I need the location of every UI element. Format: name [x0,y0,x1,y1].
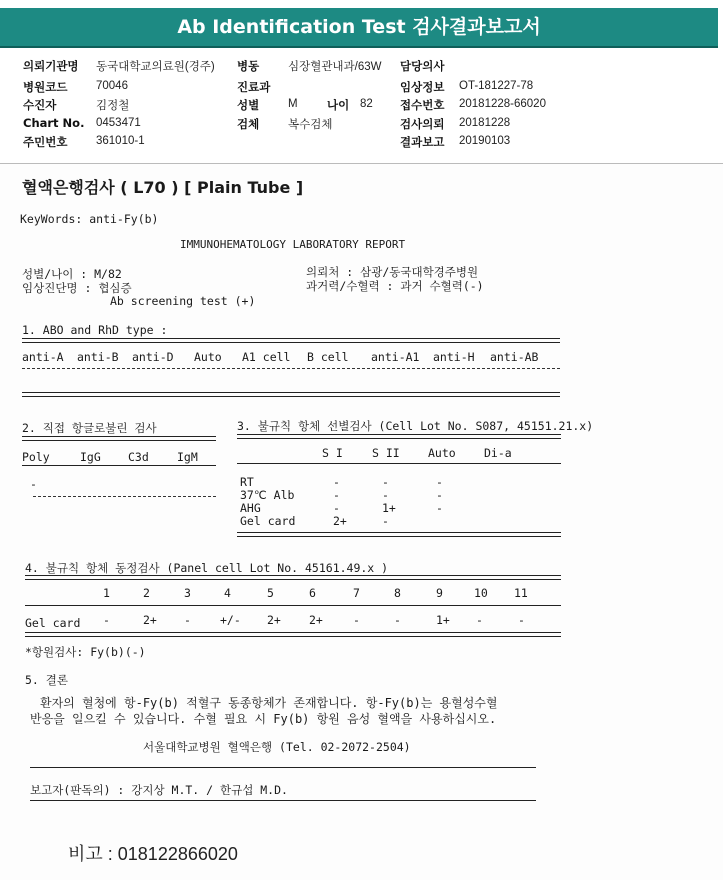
section1-rule-top [22,338,560,343]
section3-row-label-2: 37℃ Alb [240,488,295,502]
lab-contact: 서울대학교병원 혈액은행 (Tel. 02-2072-2504) [143,740,411,754]
specimen-value: 복수검체 [288,119,333,131]
section4-col-10: 10 [474,586,488,600]
institution-label: 의뢰기관명 [23,59,79,73]
section4-cell-2: 2+ [143,613,157,627]
chart-label: Chart No. [23,116,85,130]
section4-cell-9: 1+ [436,613,450,627]
section1-col-1: anti-A [22,350,64,364]
rrn-label: 주민번호 [23,135,68,149]
section4-col-11: 11 [514,586,528,600]
conclusion-line-1: 환자의 혈청에 항-Fy(b) 적혈구 동종항체가 존재합니다. 항-Fy(b)는 용혈성수혈 [40,696,498,710]
section3-rule-mid [237,463,561,464]
section3-col-3: Auto [428,446,456,460]
patient-label: 수진자 [23,98,57,112]
section2-col-4: IgM [177,450,198,464]
remarks-note: 비고 : 018122866020 [68,844,238,864]
section4-rule-top [25,575,561,580]
section2-rule-mid [22,465,216,466]
section2-col-2: IgG [80,450,101,464]
section3-title: 3. 불규칙 항체 선별검사 (Cell Lot No. S087, 45151.21.x) [237,419,594,433]
diagnosis-line: 임상진단명 : 협심증 [22,281,132,295]
doctor-label: 담당의사 [400,59,445,73]
section4-cell-6: 2+ [309,613,323,627]
section3-cell-1-3: - [436,475,443,489]
section3-cell-2-3: - [436,488,443,502]
ward-value: 심장혈관내과/63W [288,61,382,73]
section3-cell-4-2: - [382,514,389,528]
section3-cell-2-2: - [382,488,389,502]
section2-rule-bottom [33,496,216,497]
section2-col-1: Poly [22,450,50,464]
section4-row-label: Gel card [25,616,81,630]
section2-rule-top [22,436,216,441]
section3-cell-3-1: - [333,501,340,515]
dept-label: 진료과 [237,80,271,94]
section4-cell-7: - [353,613,360,627]
ward-label: 병동 [237,59,260,73]
section4-rule-bottom [25,632,561,637]
section1-rule-bottom [22,392,560,397]
section4-cell-4: +/- [220,613,241,627]
section4-cell-10: - [476,613,483,627]
reporter-line: 보고자(판독의) : 강지상 M.T. / 한규섭 M.D. [30,783,288,797]
reporter-rule-top [30,767,536,768]
section4-cell-8: - [394,613,401,627]
antigen-test: *항원검사: Fy(b)(-) [25,645,146,659]
document-title: 혈액은행검사 ( L70 ) [ Plain Tube ] [22,178,304,197]
section3-row-label-1: RT [240,475,254,489]
receipt-value: 20181228-66020 [459,98,546,110]
section4-rule-mid [25,605,561,606]
chart-value: 0453471 [96,117,141,129]
hospcode-label: 병원코드 [23,80,68,94]
section3-cell-3-3: - [436,501,443,515]
specimen-label: 검체 [237,117,260,131]
patient-value: 김정철 [96,100,130,112]
report-value: 20190103 [459,135,511,147]
section4-title: 4. 불규칙 항체 동정검사 (Panel cell Lot No. 45161.49.x ) [25,561,389,575]
section3-col-1: S I [322,446,343,460]
report-title: Ab Identification Test 검사결과보고서 [177,16,541,38]
section1-col-9: anti-AB [490,350,539,364]
referrer-line: 의뢰처 : 삼광/동국대학경주병원 [306,265,479,279]
history-line: 과거력/수혈력 : 과거 수혈력(-) [306,279,484,293]
section3-cell-3-2: 1+ [382,501,396,515]
section4-col-8: 8 [394,586,401,600]
sex-age-line: 성별/나이 : M/82 [22,267,122,281]
section5-title: 5. 결론 [25,673,68,687]
section3-rule-top [237,434,561,439]
lab-report-title: IMMUNOHEMATOLOGY LABORATORY REPORT [180,238,406,251]
section3-rule-bottom [237,532,561,537]
section4-col-4: 4 [224,586,231,600]
conclusion-line-2: 반응을 일으킬 수 있습니다. 수혈 필요 시 Fy(b) 항원 음성 혈액을 사용하십시오. [30,712,497,726]
clinical-no-value: OT-181227-78 [459,80,534,92]
receipt-label: 접수번호 [400,98,445,112]
section3-cell-2-1: - [333,488,340,502]
section4-cell-11: - [518,613,525,627]
age-label: 나이 [327,98,350,112]
screening-line: Ab screening test (+) [110,294,256,308]
institution-value: 동국대학교의료원(경주) [96,61,215,73]
section4-col-3: 3 [184,586,191,600]
section3-cell-1-1: - [333,475,340,489]
section1-col-4: Auto [194,350,222,364]
section4-cell-5: 2+ [267,613,281,627]
section2-col-3: C3d [128,450,149,464]
section3-row-label-4: Gel card [240,514,296,528]
hospcode-value: 70046 [96,80,128,92]
request-value: 20181228 [459,117,511,129]
section1-col-6: B cell [307,350,349,364]
section4-cell-3: - [184,613,191,627]
section2-title: 2. 직접 항글로불린 검사 [22,421,157,435]
reporter-rule-bottom [30,800,536,801]
rrn-value: 361010-1 [96,135,145,147]
section1-col-3: anti-D [132,350,174,364]
section4-col-7: 7 [353,586,360,600]
section1-rule-mid [22,368,560,369]
section4-col-5: 5 [267,586,274,600]
section4-col-1: 1 [103,586,110,600]
clinical-no-label: 임상정보 [400,80,445,94]
sex-label: 성별 [237,98,260,112]
section1-col-5: A1 cell [242,350,291,364]
report-header [0,0,723,50]
institution-row [23,58,79,74]
request-label: 검사의뢰 [400,117,445,131]
sex-value: M [288,98,298,110]
section1-col-8: anti-H [433,350,475,364]
section2-result: - [30,477,37,491]
section3-cell-1-2: - [382,475,389,489]
section4-col-2: 2 [143,586,150,600]
section4-col-9: 9 [436,586,443,600]
section1-title: 1. ABO and RhD type : [22,323,168,337]
section1-col-2: anti-B [77,350,119,364]
section4-cell-1: - [103,613,110,627]
keywords: KeyWords: anti-Fy(b) [20,212,159,226]
section3-cell-4-1: 2+ [333,514,347,528]
age-value: 82 [360,98,373,110]
section3-col-2: S II [372,446,400,460]
report-label: 결과보고 [400,135,445,149]
section1-col-7: anti-A1 [371,350,420,364]
section3-row-label-3: AHG [240,501,261,515]
section3-col-4: Di-a [484,446,512,460]
section4-col-6: 6 [309,586,316,600]
